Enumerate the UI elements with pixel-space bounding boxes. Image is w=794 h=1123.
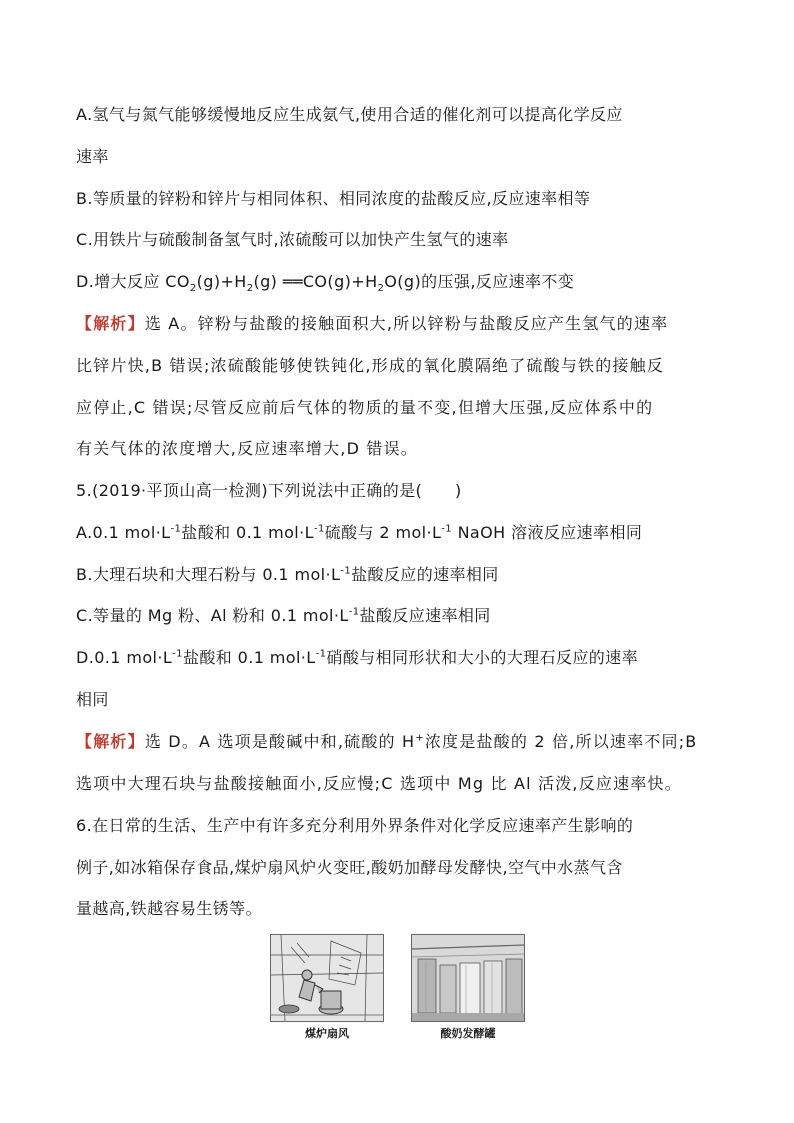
q4-explanation-line3: 应停止,C 错误;尽管反应前后气体的物质的量不变,但增大压强,反应体系中的 xyxy=(76,398,654,417)
q6-line2: 例子,如冰箱保存食品,煤炉扇风炉火变旺,酸奶加酵母发酵快,空气中水蒸气含 xyxy=(76,858,623,877)
q4-option-d: D.增大反应 $CO_2(g)+H_2(g)$ $══CO(g)+H_2O(g)$的压强,反应速率不变 xyxy=(76,272,575,295)
fig2-caption: 酸奶发酵罐 xyxy=(440,1027,496,1040)
q4-explanation-line1: 【解析】选 A。锌粉与盐酸的接触面积大,所以锌粉与盐酸反应产生氢气的速率 xyxy=(76,314,669,333)
q6-line3: 量越高,铁越容易生锈等。 xyxy=(76,899,262,918)
yogurt-fermentation-tank-photo xyxy=(411,934,525,1022)
q5-explanation-line2: 选项中大理石块与盐酸接触面小,反应慢;C 选项中 Mg 比 Al 活泼,反应速率快。 xyxy=(76,774,682,793)
coal-stove-fanning-illustration xyxy=(270,934,384,1022)
q6-line1: 6.在日常的生活、生产中有许多充分利用外界条件对化学反应速率产生影响的 xyxy=(76,816,634,835)
q4-explanation-line4: 有关气体的浓度增大,反应速率增大,D 错误。 xyxy=(76,439,418,458)
q5-option-a: A.0.1 $mol\cdot L^{-1}$盐酸和 0.1 $mol\cdot L^{-1}$硫酸与 2 $mol\cdot L^{-1}$ NaOH 溶液反应速率相同 xyxy=(76,523,643,542)
coal-stove-sketch xyxy=(271,935,383,1021)
q4-option-b: B.等质量的锌粉和锌片与相同体积、相同浓度的盐酸反应,反应速率相等 xyxy=(76,189,591,208)
explanation-tag: 【解析】 xyxy=(76,314,145,333)
fermentation-tanks-sketch xyxy=(412,935,524,1021)
q5-option-d-line1: D.0.1 $mol\cdot L^{-1}$盐酸和 0.1 $mol\cdot L^{-1}$硝酸与相同形状和大小的大理石反应的速率 xyxy=(76,648,638,667)
q5-option-d-line2: 相同 xyxy=(76,690,109,709)
q4-option-c: C.用铁片与硫酸制备氢气时,浓硫酸可以加快产生氢气的速率 xyxy=(76,230,509,249)
q5-stem: 5.(2019·平顶山高一检测)下列说法中正确的是( ) xyxy=(76,481,462,500)
q5-option-c: C.等量的 Mg 粉、Al 粉和 0.1 $mol\cdot L^{-1}$盐酸反应速率相同 xyxy=(76,606,491,625)
q4-option-a-line1: A.氢气与氮气能够缓慢地反应生成氨气,使用合适的催化剂可以提高化学反应 xyxy=(76,105,623,124)
explanation-tag: 【解析】 xyxy=(76,732,145,751)
q4-explanation-line2: 比锌片快,B 错误;浓硫酸能够使铁钝化,形成的氧化膜隔绝了硫酸与铁的接触反 xyxy=(76,356,665,375)
fig1-caption: 煤炉扇风 xyxy=(305,1027,349,1040)
q4-option-a-line2: 速率 xyxy=(76,147,109,166)
q5-explanation-line1: 【解析】选 D。A 选项是酸碱中和,硫酸的 H+浓度是盐酸的 2 倍,所以速率不同;B xyxy=(76,732,698,751)
q5-option-b: B.大理石块和大理石粉与 0.1 $mol\cdot L^{-1}$盐酸反应的速率相同 xyxy=(76,565,499,584)
